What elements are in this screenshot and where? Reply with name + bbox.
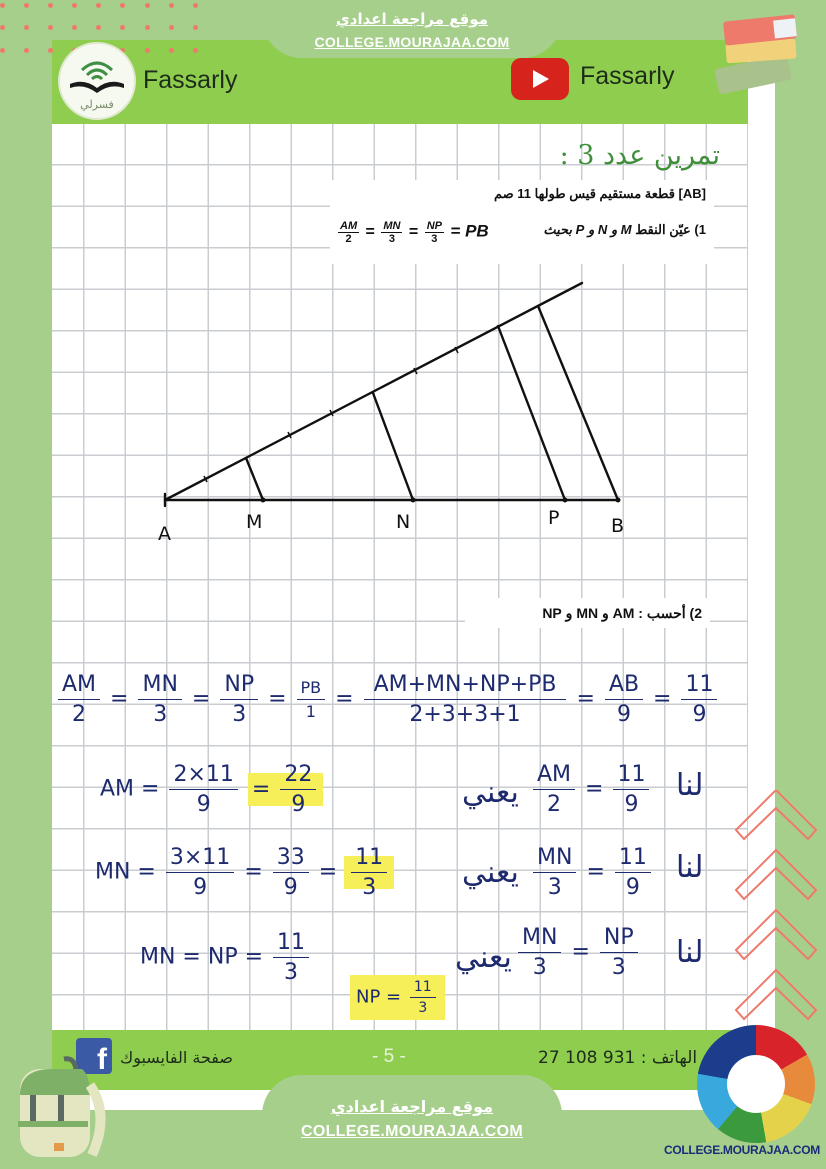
facebook-page-label[interactable]: صفحة الفايسبوك bbox=[120, 1048, 233, 1067]
solution-line-4: MN = NP = $\frac{11}{3}$ bbox=[140, 930, 312, 985]
word-yani-2: يعني bbox=[462, 855, 519, 890]
problem-statement: [AB] قطعة مستقيم قيس طولها 11 صم bbox=[493, 186, 706, 201]
solution-line-3-right: $\frac{MN}{3}$ = $\frac{11}{9}$ bbox=[530, 845, 654, 900]
solution-line-1: $\frac{AM}{2}$ = $\frac{MN}{3}$ = $\frac{NP}{3}$ = $\frac{PB}{1}$ = $\frac{AM+MN+NP+PB}{2+3+3+1}$ = $\frac{AB}{9}$ = $\frac{11}{9}$ bbox=[55, 672, 720, 727]
solution-line-4-right: $\frac{MN}{3}$ = $\frac{NP}{3}$ bbox=[515, 925, 641, 980]
backpack-icon bbox=[12, 1055, 112, 1165]
label-b: B bbox=[611, 515, 625, 537]
q1-prefix: 1) عيّن النقط bbox=[635, 222, 706, 237]
college-mourajaa-brand[interactable]: COLLEGE.MOURAJAA.COM bbox=[664, 1143, 821, 1157]
site-banner-bottom[interactable] bbox=[262, 1075, 562, 1169]
label-p: P bbox=[548, 507, 560, 529]
site-name-arabic: موقع مراجعة اعدادي bbox=[336, 10, 488, 28]
page-number: - 5 - bbox=[372, 1046, 406, 1067]
word-yani-1: يعني bbox=[462, 775, 519, 810]
chevron-up-decoration-icon bbox=[733, 790, 826, 1030]
label-a: A bbox=[158, 523, 171, 545]
svg-text:فسرلي: فسرلي bbox=[80, 98, 114, 111]
solution-line-2: AM = $\frac{2\times 11}{9}$ = $\frac{22}{9}$ bbox=[100, 762, 323, 817]
q1-points: M و N و P بحيث bbox=[543, 222, 632, 237]
solution-line-3: MN = $\frac{3\times 11}{9}$ = $\frac{33}{9}$ = $\frac{11}{3}$ bbox=[95, 845, 394, 900]
word-lana-3: لنا bbox=[676, 935, 704, 970]
exercise-title: تمرين عدد 3 : bbox=[559, 140, 720, 171]
label-m: M bbox=[246, 511, 263, 533]
label-n: N bbox=[396, 511, 411, 533]
brand-name-left: Fassarly bbox=[143, 66, 238, 94]
word-yani-3: يعني bbox=[455, 940, 512, 975]
q1-relation: $\frac{AM}{2}$ = $\frac{MN}{3}$ = $\frac{NP}{3}$ = PB bbox=[340, 220, 489, 245]
highlighted-result-np: NP = $\frac{11}{3}$ bbox=[350, 975, 445, 1020]
word-lana-1: لنا bbox=[676, 768, 704, 803]
highlighted-result-am: = $\frac{22}{9}$ bbox=[248, 773, 323, 806]
solution-line-5 bbox=[350, 975, 445, 1020]
facebook-icon[interactable]: f bbox=[76, 1038, 112, 1074]
word-lana-2: لنا bbox=[676, 850, 704, 885]
site-domain-bottom[interactable]: COLLEGE.MOURAJAA.COM bbox=[301, 1123, 523, 1140]
site-name-arabic-bottom: موقع مراجعة اعدادي bbox=[330, 1097, 494, 1116]
brand-name-right: Fassarly bbox=[580, 62, 675, 90]
site-domain[interactable]: COLLEGE.MOURAJAA.COM bbox=[314, 34, 510, 50]
phone-number: الهاتف : 931 108 27 bbox=[538, 1048, 698, 1068]
solution-line-2-right: $\frac{AM}{2}$ = $\frac{11}{9}$ bbox=[530, 762, 652, 817]
college-mourajaa-logo[interactable] bbox=[697, 1025, 815, 1143]
question-2: 2) أحسب : AM و MN و NP bbox=[465, 598, 710, 628]
highlighted-result-mn: $\frac{11}{3}$ bbox=[344, 856, 394, 889]
